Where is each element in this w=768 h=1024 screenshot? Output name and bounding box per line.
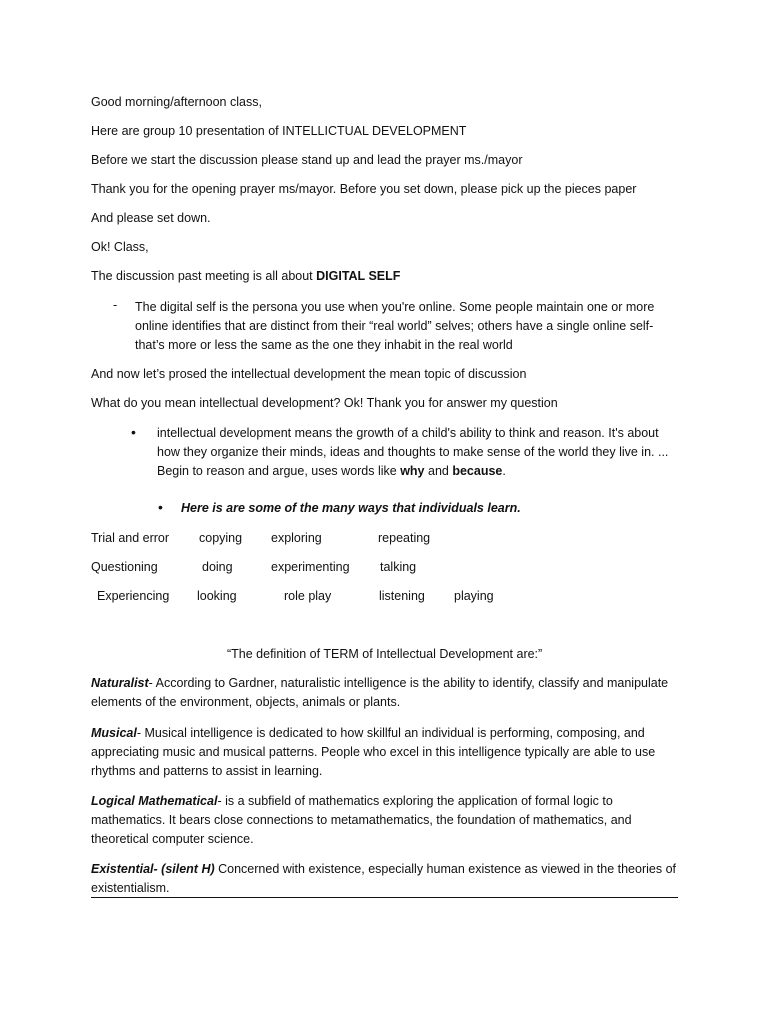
set-down-line: And please set down. bbox=[91, 211, 211, 225]
definition-and: and bbox=[424, 464, 453, 478]
prayer-request-line: Before we start the discussion please stand up and lead the prayer ms./mayor bbox=[91, 153, 523, 167]
existential-paragraph bbox=[91, 860, 681, 898]
existential-term: Existential- (silent H) bbox=[91, 862, 215, 876]
intro-prefix: Here are group 10 presentation of bbox=[91, 124, 283, 138]
ways-cell: talking bbox=[380, 560, 417, 574]
ways-cell: doing bbox=[202, 560, 233, 574]
greeting-line: Good morning/afternoon class, bbox=[91, 95, 262, 109]
ways-cell: repeating bbox=[378, 531, 431, 545]
ways-cell: Experiencing bbox=[97, 589, 170, 603]
musical-text: - Musical intelligence is dedicated to how skillful an individual is performing, composing, and appreciating music and musical patterns. People who excel in this intelligence typically are able to use rhythms and patterns to assist in learning. bbox=[91, 726, 656, 778]
logical-text: - is a subfield of mathematics exploring the application of formal logic to mathematics. It bears close connections to metamathematics, the foundation of mathematics, and theoretical computer science. bbox=[91, 794, 632, 846]
naturalist-text: - According to Gardner, naturalistic intelligence is the ability to identify, classify and manipulate elements of the environment, objects, animals or plants. bbox=[91, 676, 669, 709]
logical-paragraph bbox=[91, 792, 681, 849]
past-meeting-topic: DIGITAL SELF bbox=[316, 269, 401, 283]
musical-paragraph bbox=[91, 724, 681, 781]
logical-term: Logical Mathematical bbox=[91, 794, 218, 808]
definition-why: why bbox=[400, 464, 425, 478]
naturalist-term: Naturalist bbox=[91, 676, 149, 690]
thanks-line: Thank you for the opening prayer ms/mayor. Before you set down, please pick up the pieces paper bbox=[91, 182, 637, 196]
digital-self-definition: The digital self is the persona you use when you're online. Some people maintain one or more online identifies that are distinct from their “real world” selves; others have a single online self-that’s more or less the same as the one they inhabit in the real world bbox=[135, 300, 655, 352]
terms-heading: “The definition of TERM of Intellectual Development are:” bbox=[227, 647, 543, 661]
definition-because: because bbox=[452, 464, 503, 478]
now-prose-line: And now let’s prosed the intellectual development the mean topic of discussion bbox=[91, 367, 527, 381]
past-meeting-prefix: The discussion past meeting is all about bbox=[91, 269, 317, 283]
ways-cell: Questioning bbox=[91, 560, 158, 574]
naturalist-paragraph bbox=[91, 674, 681, 712]
ways-bullet-marker: • bbox=[158, 499, 163, 515]
past-meeting-line bbox=[91, 267, 400, 286]
ways-cell: Trial and error bbox=[91, 531, 170, 545]
ways-cell: experimenting bbox=[271, 560, 350, 574]
definition-part1: intellectual development means the growth of a child's ability to think and reason. It's about how they organize their minds, ideas and thoughts to make sense of the world they live in. ... Begin to reason and argue, uses words like bbox=[157, 426, 669, 478]
intro-line bbox=[91, 122, 466, 141]
intro-topic: INTELLICTUAL DEVELOPMENT bbox=[282, 124, 467, 138]
musical-term: Musical bbox=[91, 726, 137, 740]
ways-cell: copying bbox=[199, 531, 243, 545]
intellectual-definition bbox=[157, 424, 677, 481]
horizontal-rule bbox=[91, 897, 678, 898]
ways-cell: role play bbox=[284, 589, 332, 603]
ways-cell: playing bbox=[454, 589, 494, 603]
ways-cell: looking bbox=[197, 589, 237, 603]
bullet-marker: • bbox=[131, 424, 136, 440]
definition-end: . bbox=[502, 464, 506, 478]
question-line: What do you mean intellectual development? Ok! Thank you for answer my question bbox=[91, 396, 558, 410]
dash-marker: - bbox=[113, 298, 118, 312]
ways-cell: listening bbox=[379, 589, 425, 603]
existential-text: Concerned with existence, especially human existence as viewed in the theories of existentialism. bbox=[91, 862, 677, 895]
ways-heading: Here is are some of the many ways that individuals learn. bbox=[181, 501, 521, 515]
ways-cell: exploring bbox=[271, 531, 322, 545]
ok-class-line: Ok! Class, bbox=[91, 240, 149, 254]
